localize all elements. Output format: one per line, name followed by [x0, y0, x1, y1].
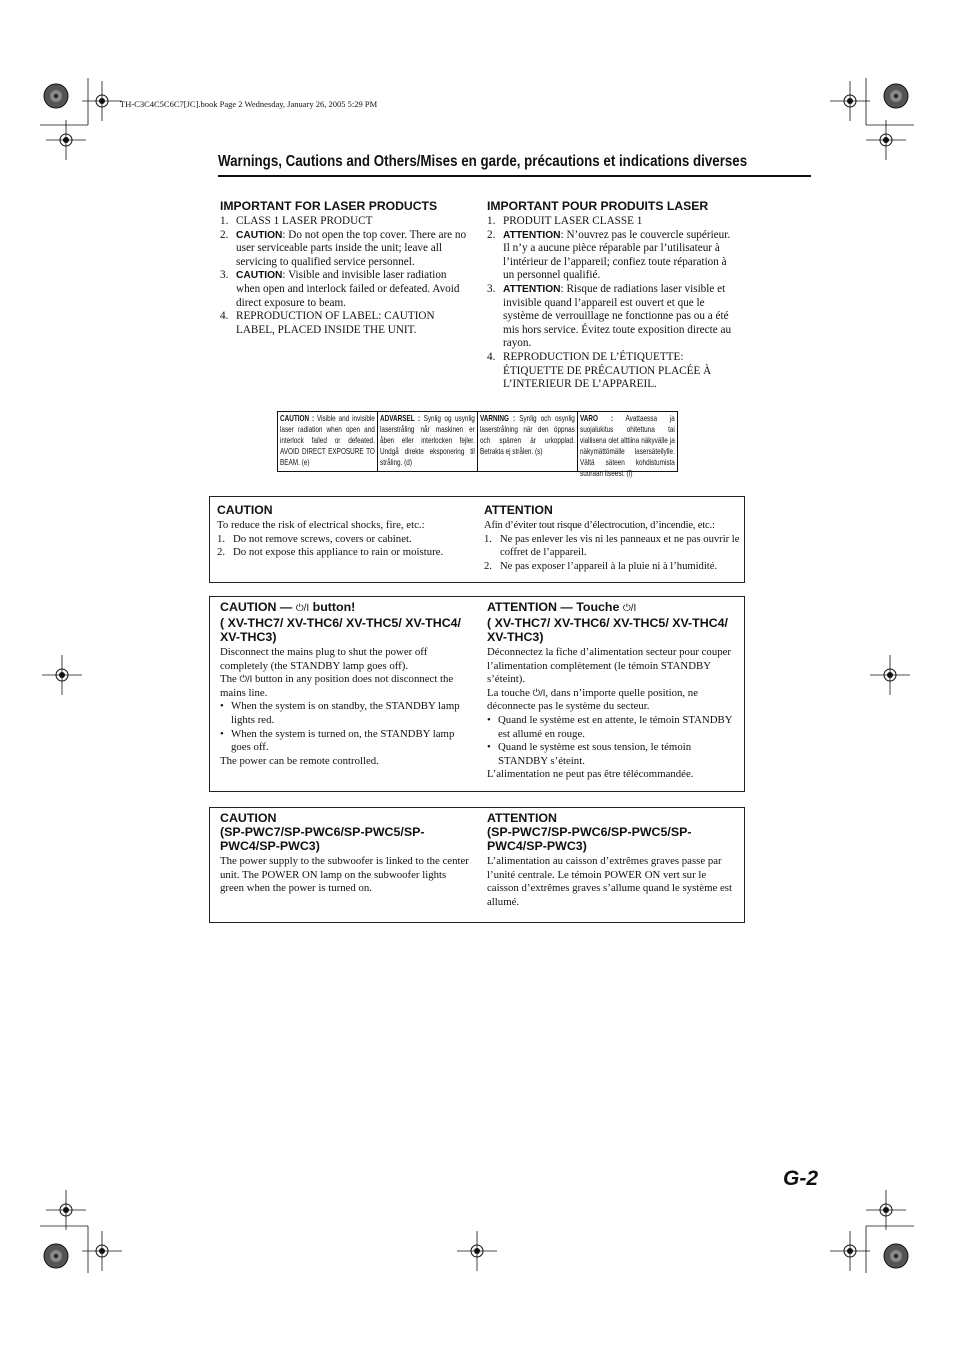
- subwoofer-models-en: (SP-PWC7/SP-PWC6/SP-PWC5/SP-PWC4/SP-PWC3): [220, 825, 425, 853]
- list-item: 3. ATTENTION: Risque de radiations laser visible et invisible quand l’appareil est ouvert et que le système de verrouillage ne fonctionne pas ou a été mis hors service. Évitez toute exposition directe au rayon.: [487, 282, 732, 350]
- label-cell-fi: VARO : Avattaessa ja suojalukitus ohitettuna tai viallisena olet alttiina näkyvälle ja näkymättömälle lasersäteilylle. Vältä säteen kohdistumista suoraan itseesi. (f): [580, 414, 675, 478]
- caution-intro-en: To reduce the risk of electrical shocks, fire, etc.:: [217, 519, 425, 531]
- label-cell-da: ADVARSEL : Synlig og usynlig laserstråling når maskinen er åben eller interlocken fejler. Undgå direkte eksponering til stråling. (d): [378, 412, 478, 471]
- laser-heading-fr: IMPORTANT POUR PRODUITS LASER: [487, 199, 709, 213]
- standby-heading-en: CAUTION — ⏻/I button! ( XV-THC7/ XV-THC6/ XV-THC5/ XV-THC4/ XV-THC3): [220, 600, 461, 644]
- subwoofer-en: [220, 811, 470, 896]
- caution-heading-fr: ATTENTION: [484, 503, 553, 517]
- caution-heading-en: CAUTION: [217, 503, 273, 517]
- list-item: 1. Do not remove screws, covers or cabinet.: [217, 532, 412, 545]
- list-item: 1. Ne pas enlever les vis ni les panneaux et ne pas ouvrir le coffret de l’appareil.: [484, 533, 740, 559]
- list-item: 2. CAUTION: Do not open the top cover. There are no user serviceable parts inside the unit; leave all servicing to qualified service personnel.: [220, 228, 467, 268]
- subwoofer-heading-en: CAUTION: [220, 811, 277, 825]
- standby-p3-en: The power can be remote controlled.: [220, 754, 379, 767]
- subwoofer-text-en: The power supply to the subwoofer is linked to the center unit. The POWER ON lamp on the subwoofer lights green when the power is turned on.: [220, 855, 469, 895]
- subwoofer-models-fr: (SP-PWC7/SP-PWC6/SP-PWC5/SP-PWC4/SP-PWC3): [487, 825, 692, 853]
- standby-p2-fr: La touche ⏻/I, dans n’importe quelle position, ne déconnecte pas le système du secteur.: [487, 686, 699, 713]
- laser-section-fr: [487, 199, 733, 392]
- standby-icon: ⏻/I: [239, 674, 253, 686]
- caution-en: [217, 503, 469, 560]
- standby-icon: ⏻/I: [622, 603, 637, 614]
- laser-section-en: [220, 199, 468, 337]
- standby-p1-en: Disconnect the mains plug to shut the power off completely (the STANDBY lamp goes off).: [220, 646, 428, 672]
- label-cell-sv: VARNING : Synlig och osynlig laserstrålning när den öppnas och spärren är urkopplad. Betrakta ej strålen. (s): [478, 412, 578, 471]
- caution-list-en: [217, 533, 469, 560]
- laser-list-en: [220, 215, 468, 337]
- list-item: • When the system is turned on, the STANDBY lamp goes off.: [220, 728, 470, 755]
- caution-intro-fr: Afin d’éviter tout risque d’électrocution, d’incendie, etc.:: [484, 520, 715, 531]
- list-item: 2. Ne pas exposer l’appareil à la pluie ni à l’humidité.: [484, 560, 718, 572]
- list-item: 2. ATTENTION: N’ouvrez pas le couvercle supérieur. Il n’y a aucune pièce réparable par l’utilisateur à l’intérieur de l’appareil; confiez toute réparation à un personnel qualifié.: [487, 228, 731, 282]
- subwoofer-fr: [487, 811, 737, 909]
- list-item: • When the system is on standby, the STANDBY lamp lights red.: [220, 700, 470, 727]
- standby-en: [220, 600, 470, 768]
- standby-p2-en: The ⏻/I button in any position does not disconnect the mains line.: [220, 673, 454, 699]
- list-item: 4. REPRODUCTION DE L’ÉTIQUETTE: ÉTIQUETTE DE PRÉCAUTION PLACÉE À L’INTERIEUR DE L’APPAREIL.: [487, 350, 712, 391]
- caution-fr: [484, 503, 740, 573]
- list-item: • Quand le système est sous tension, le témoin STANDBY s’éteint.: [487, 741, 737, 768]
- laser-heading-en: IMPORTANT FOR LASER PRODUCTS: [220, 199, 438, 213]
- list-item: 4. REPRODUCTION OF LABEL: CAUTION LABEL, PLACED INSIDE THE UNIT.: [220, 310, 435, 336]
- list-item: 1. CLASS 1 LASER PRODUCT: [220, 215, 373, 227]
- standby-bullets-en: [220, 700, 470, 754]
- label-cell-en: CAUTION : Visible and invisible laser radiation when open and interlock failed or defeated. AVOID DIRECT EXPOSURE TO BEAM. (e): [278, 412, 378, 471]
- caution-list-fr: [484, 533, 740, 574]
- list-item: 2. Do not expose this appliance to rain or moisture.: [217, 546, 444, 558]
- file-info-line: TH-C3C4C5C6C7[JC].book Page 2 Wednesday, January 26, 2005 5:29 PM: [120, 99, 378, 109]
- standby-icon: ⏻/I: [295, 603, 310, 614]
- laser-list-fr: [487, 215, 733, 392]
- title-rule: [218, 175, 811, 177]
- standby-bullets-fr: [487, 714, 737, 768]
- list-item: 1. PRODUIT LASER CLASSE 1: [487, 215, 643, 227]
- subwoofer-heading-fr: ATTENTION: [487, 811, 557, 825]
- standby-icon: ⏻/I: [532, 687, 546, 699]
- page-number: G-2: [783, 1167, 819, 1190]
- subwoofer-text-fr: L’alimentation au caisson d’extrêmes graves passe par l’unité centrale. Le témoin POWER ON vert sur le caisson d’extrêmes graves s’allume quand le système est allumé.: [487, 855, 732, 908]
- list-item: • Quand le système est en attente, le témoin STANDBY est allumé en rouge.: [487, 714, 737, 741]
- standby-fr: [487, 600, 737, 782]
- standby-p1-fr: Déconnectez la fiche d’alimentation secteur pour couper l’alimentation complètement (le témoin STANDBY s’éteint).: [487, 646, 732, 686]
- list-item: 3. CAUTION: Visible and invisible laser radiation when open and interlock failed or defeated. Avoid direct exposure to beam.: [220, 269, 460, 309]
- laser-caution-label: [277, 411, 678, 478]
- page-title: Warnings, Cautions and Others/Mises en garde, précautions et indications diverses: [218, 153, 748, 170]
- standby-heading-fr: ATTENTION — Touche ⏻/I ( XV-THC7/ XV-THC6/ XV-THC5/ XV-THC4/ XV-THC3): [487, 600, 728, 644]
- standby-p3-fr: L’alimentation ne peut pas être télécommandée.: [487, 768, 694, 781]
